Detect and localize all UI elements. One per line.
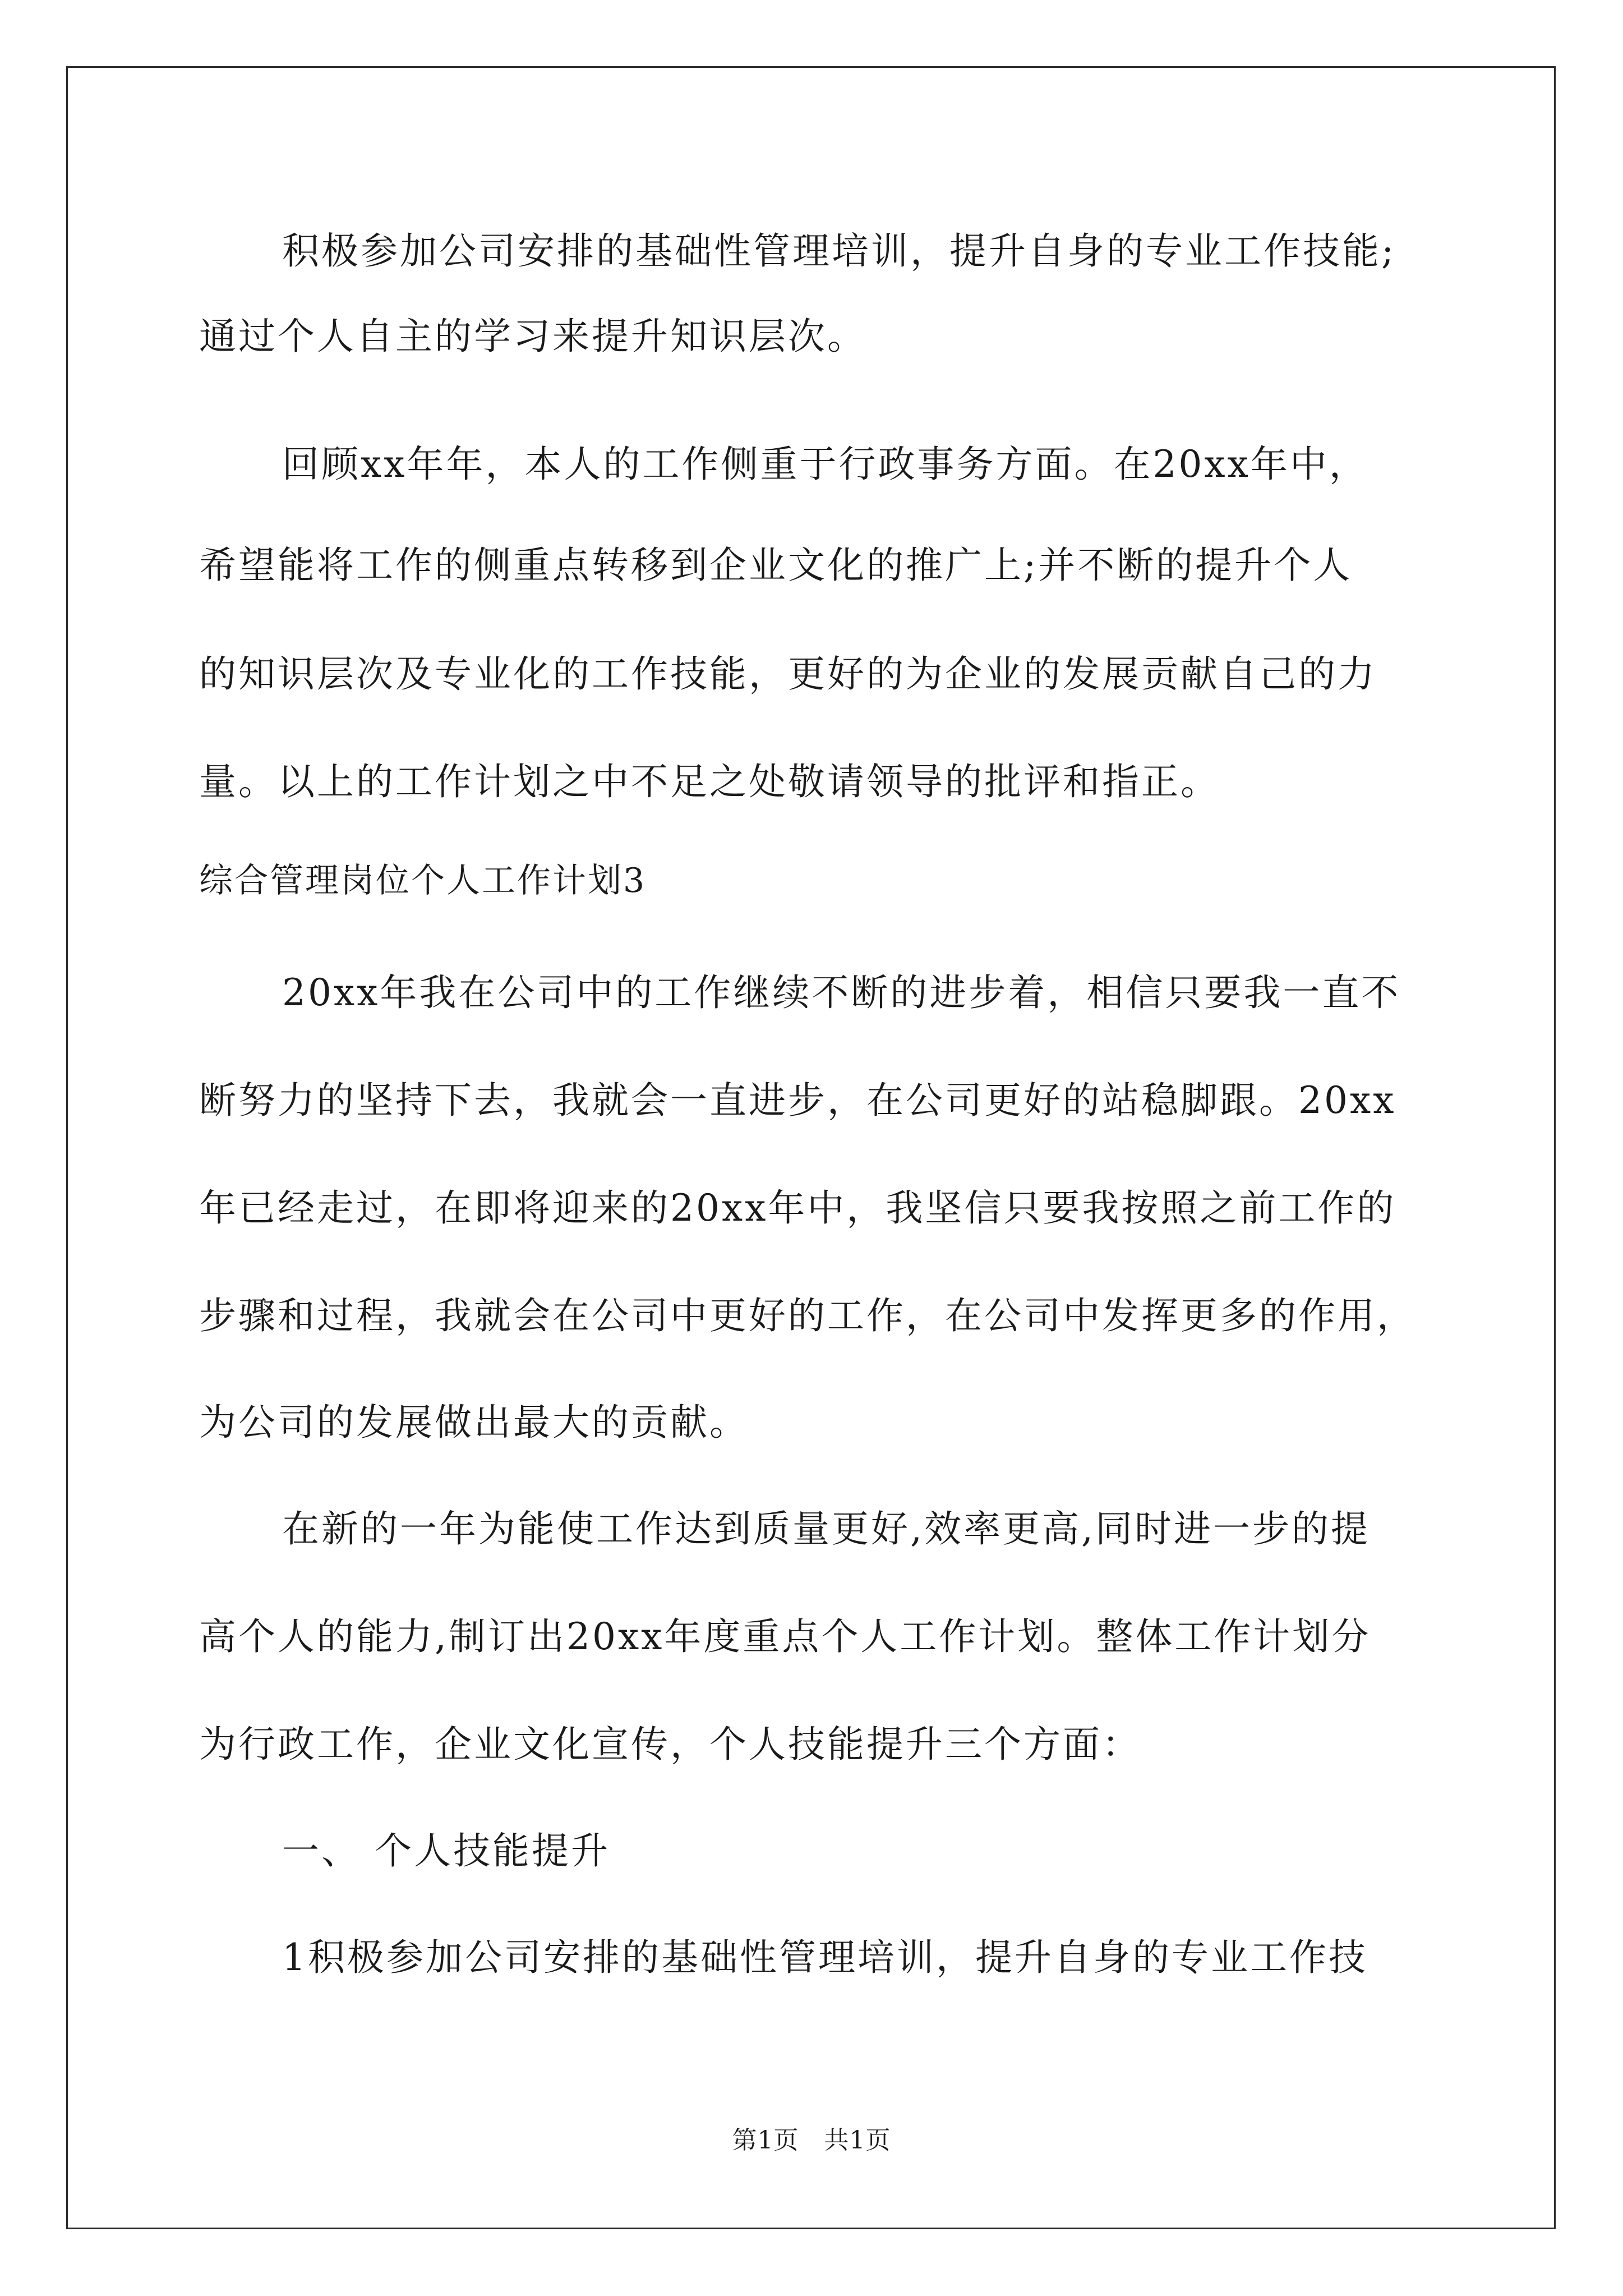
page-footer: 第1页 共1页 <box>732 2126 891 2155</box>
text-line: 高个人的能力,制订出20xx年度重点个人工作计划。整体工作计划分 <box>199 1615 1371 1658</box>
page-border <box>66 66 1556 2229</box>
text-line: 的知识层次及专业化的工作技能，更好的为企业的发展贡献自己的力 <box>199 652 1377 696</box>
text-line: 量。以上的工作计划之中不足之处敬请领导的批评和指正。 <box>199 760 1220 803</box>
text-line: 希望能将工作的侧重点转移到企业文化的推广上;并不断的提升个人 <box>199 544 1353 587</box>
text-line: 通过个人自主的学习来提升知识层次。 <box>199 315 866 358</box>
text-line: 积极参加公司安排的基础性管理培训，提升自身的专业工作技能; <box>282 229 1396 273</box>
text-line: 回顾xx年年，本人的工作侧重于行政事务方面。在20xx年中， <box>282 443 1368 486</box>
text-line: 为公司的发展做出最大的贡献。 <box>199 1401 749 1444</box>
text-line: 在新的一年为能使工作达到质量更好,效率更高,同时进一步的提 <box>282 1507 1370 1550</box>
text-line: 步骤和过程，我就会在公司中更好的工作，在公司中发挥更多的作用， <box>199 1294 1416 1337</box>
list-heading: 一、 个人技能提升 <box>282 1829 610 1872</box>
text-line: 年已经走过，在即将迎来的20xx年中，我坚信只要我按照之前工作的 <box>199 1186 1396 1230</box>
section-heading: 综合管理岗位个人工作计划3 <box>199 861 647 900</box>
text-line: 20xx年我在公司中的工作继续不断的进步着，相信只要我一直不 <box>282 971 1401 1014</box>
text-line: 断努力的坚持下去，我就会一直进步，在公司更好的站稳脚跟。20xx <box>199 1079 1396 1122</box>
text-line: 为行政工作，企业文化宣传，个人技能提升三个方面： <box>199 1723 1141 1766</box>
text-line: 1积极参加公司安排的基础性管理培训，提升自身的专业工作技 <box>282 1936 1368 1979</box>
